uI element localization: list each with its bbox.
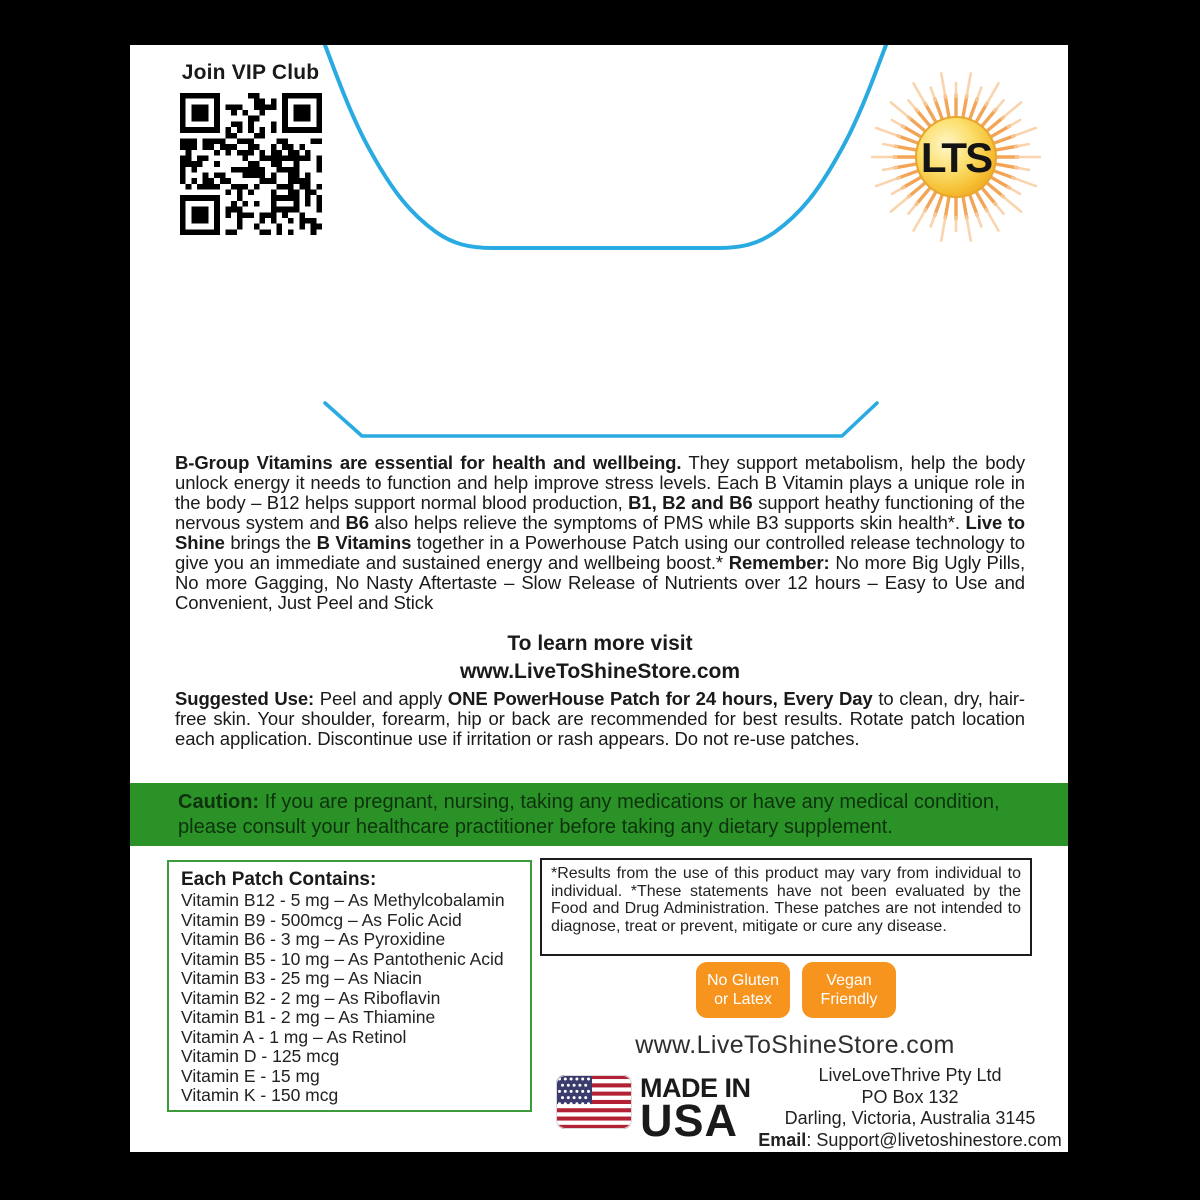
badge-line: No Gluten xyxy=(706,972,780,989)
learn-more-label: To learn more visit xyxy=(507,632,693,655)
hanger-cutout-line xyxy=(325,45,886,248)
badge-line: Friendly xyxy=(820,991,878,1008)
product-label-back xyxy=(130,45,1068,1152)
badge-vegan-friendly xyxy=(802,962,896,1018)
lts-logo-text: LTS xyxy=(920,134,992,181)
badge-no-gluten-or-latex xyxy=(696,962,790,1018)
usa-flag-icon xyxy=(556,1075,632,1129)
ingredient-row: Vitamin B3 - 25 mg – As Niacin xyxy=(181,968,422,988)
patch-contents-title: Each Patch Contains: xyxy=(181,869,377,890)
company-address-block xyxy=(755,1065,1065,1151)
made-in-label: MADE IN xyxy=(640,1073,751,1103)
ingredient-row: Vitamin B9 - 500mcg – As Folic Acid xyxy=(181,909,462,930)
ingredient-row: Vitamin B5 - 10 mg – As Pantothenic Acid xyxy=(181,948,504,969)
ingredient-row: Vitamin K - 150 mcg xyxy=(181,1085,339,1105)
usa-label: USA xyxy=(640,1095,739,1146)
fda-disclaimer-box: *Results from the use of this product may vary from individual to individual. *These statements have not been evaluated by the Food and Drug Administration. These patches are not intended to diagnose, treat or prevent, mitigate or cure any disease. xyxy=(540,858,1032,956)
made-in-usa-block xyxy=(556,1073,751,1146)
ingredient-row: Vitamin B6 - 3 mg – As Pyroxidine xyxy=(181,929,446,949)
ingredient-row: Vitamin B12 - 5 mg – As Methylcobalamin xyxy=(181,890,505,910)
caution-banner xyxy=(130,783,1068,846)
badge-line: or Latex xyxy=(714,991,772,1008)
ingredient-row: Vitamin A - 1 mg – As Retinol xyxy=(181,1026,407,1047)
footer-website: www.LiveToShineStore.com xyxy=(635,1031,955,1059)
email-value: : Support@livetoshinestore.com xyxy=(806,1129,1062,1150)
ingredient-row: Vitamin B2 - 2 mg – As Riboflavin xyxy=(181,987,441,1008)
ingredient-row: Vitamin B1 - 2 mg – As Thiamine xyxy=(181,1007,436,1027)
fold-cut-line xyxy=(325,403,877,436)
badge-line: Vegan xyxy=(826,972,872,989)
ingredient-row: Vitamin E - 15 mg xyxy=(181,1065,320,1086)
po-box: PO Box 132 xyxy=(861,1086,959,1107)
learn-more-url: www.LiveToShineStore.com xyxy=(459,660,741,683)
caution-text: Caution: If you are pregnant, nursing, taking any medications or have any medical condition, please consult your healthcare practitioner before taking any dietary supplement. xyxy=(178,791,1000,838)
lts-sun-logo xyxy=(871,72,1041,242)
patch-contents-box xyxy=(167,860,532,1112)
vip-club-label: Join VIP Club xyxy=(181,61,320,84)
address-line: Darling, Victoria, Australia 3145 xyxy=(784,1108,1036,1128)
email-label: Email xyxy=(758,1129,807,1150)
suggested-use-paragraph: Suggested Use: Peel and apply ONE PowerHouse Patch for 24 hours, Every Day to clean, dry, hair-free skin. Your shoulder, forearm, hip or back are recommended for best results. Rotate patch location each application. Discontinue use if irritation or rash appears. Do not re-use patches. xyxy=(175,688,1025,749)
ingredient-row: Vitamin D - 125 mcg xyxy=(181,1046,340,1066)
email-line xyxy=(755,1130,1065,1152)
qr-code xyxy=(180,93,322,235)
intro-paragraph: B-Group Vitamins are essential for health and wellbeing. They support metabolism, help the body unlock energy it needs to function and help improve stress levels. Each B Vitamin plays a unique role in the body – B12 helps support normal blood production, B1, B2 and B6 support heathy functioning of the nervous system and B6 also helps relieve the symptoms of PMS while B3 supports skin health*. Live to Shine brings the B Vitamins together in a Powerhouse Patch using our controlled release technology to give you an immediate and sustained energy and wellbeing boost.* Remember: No more Big Ugly Pills, No more Gagging, No Nasty Aftertaste – Slow Release of Nutrients over 12 hours – Easy to Use and Convenient, Just Peel and Stick xyxy=(175,452,1026,613)
qr-code-image xyxy=(180,93,322,235)
company-name: LiveLoveThrive Pty Ltd xyxy=(818,1065,1002,1085)
